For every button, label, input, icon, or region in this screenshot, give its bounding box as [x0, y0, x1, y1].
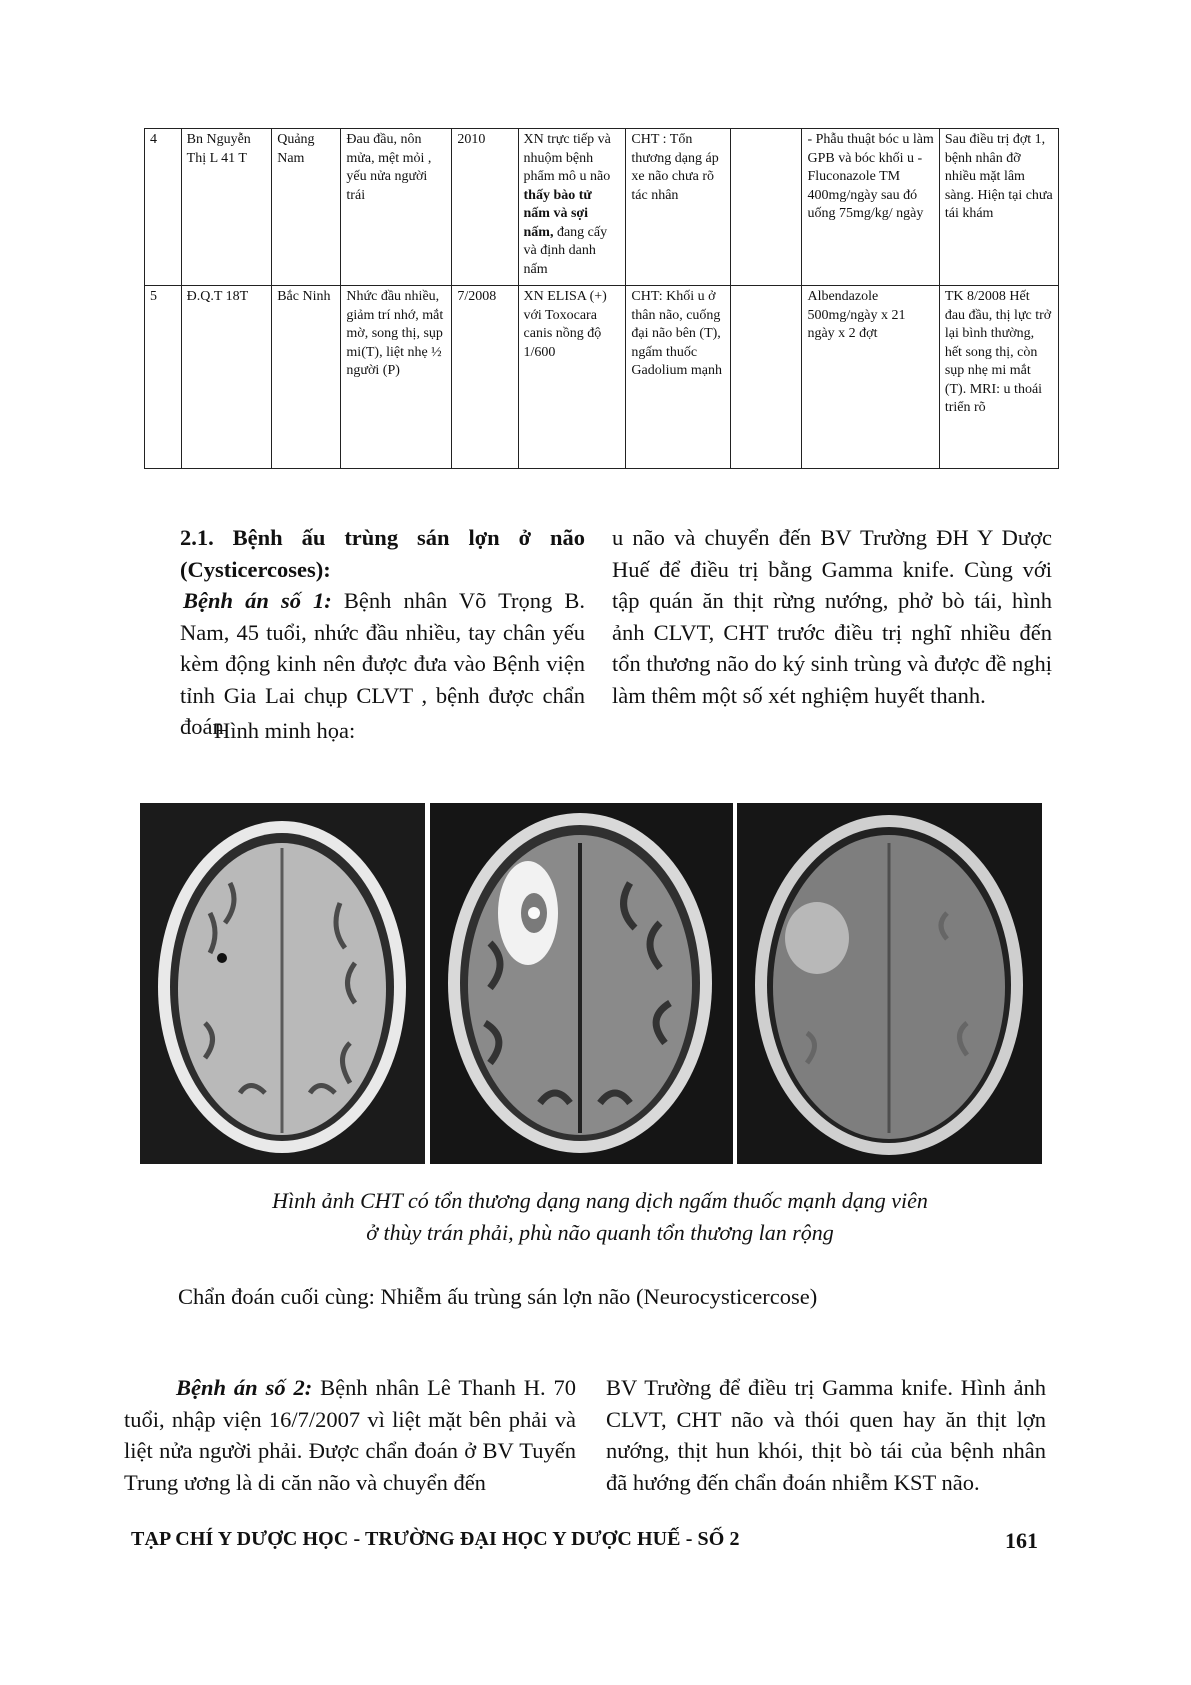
- case1-text: Bệnh nhân Võ Trọng B. Nam, 45 tuổi, nhức đầu nhiều, tay chân yếu kèm động kinh nên được đưa vào Bệnh viện tỉnh Gia Lai chụp CLVT , bệnh được chẩn đoán: [180, 588, 585, 739]
- case2-right-column: [606, 1372, 1046, 1498]
- cell-symptoms: Đau đầu, nôn mửa, mệt mỏi , yếu nửa người trái: [341, 129, 452, 286]
- cell-outcome: TK 8/2008 Hết đau đầu, thị lực trở lại bình thường, hết song thị, còn sụp nhẹ mi mắt (T). MRI: u thoái triển rõ: [939, 286, 1058, 469]
- case1-left-column: [180, 522, 585, 743]
- cell-treatment: - Phẫu thuật bóc u làm GPB và bóc khối u - Fluconazole TM 400mg/ngày sau đó uống 75mg/kg/ ngày: [802, 129, 939, 286]
- test-text: XN trực tiếp và nhuộm bệnh phẩm mô u não: [523, 132, 611, 184]
- case1-continuation: u não và chuyển đến BV Trường ĐH Y Dược Huế để điều trị bằng Gamma knife. Cùng với tập quán ăn thịt rừng nướng, phở bò tái, hình ảnh CLVT, CHT trước điều trị nghĩ nhiều đến tổn thương não do ký sinh trùng và được đề nghị làm thêm một số xét nghiệm huyết thanh.: [612, 525, 1052, 708]
- case1-right-column: [612, 522, 1052, 711]
- cell-symptoms: Nhức đầu nhiều, giảm trí nhớ, mắt mờ, song thị, sụp mi(T), liệt nhẹ ½ người (P): [341, 286, 452, 469]
- cell-province: Bắc Ninh: [272, 286, 341, 469]
- case1-label: Bệnh án số 1:: [183, 588, 332, 613]
- cell-imaging: CHT : Tổn thương dạng áp xe não chưa rõ tác nhân: [626, 129, 731, 286]
- test-text-bold: thấy bào tử nấm và sợi nấm,: [523, 187, 592, 240]
- illustration-label: Hình minh họa:: [214, 718, 356, 743]
- cell-outcome: Sau điều trị đợt 1, bệnh nhân đỡ nhiều mặt lâm sàng. Hiện tại chưa tái khám: [939, 129, 1058, 286]
- mri-t1-contrast-image: [430, 803, 733, 1164]
- journal-footer: TẠP CHÍ Y DƯỢC HỌC - TRƯỜNG ĐẠI HỌC Y DƯỢC HUẾ - SỐ 2: [131, 1528, 740, 1550]
- cell-date: 2010: [452, 129, 518, 286]
- mri-flair-image: [737, 803, 1042, 1164]
- table-row: [145, 129, 1059, 286]
- test-text: XN ELISA (+) với Toxocara canis nồng độ 1/600: [523, 289, 607, 360]
- case2-continuation: BV Trường để điều trị Gamma knife. Hình ảnh CLVT, CHT não và thói quen hay ăn thịt lợn nướng, thịt hun khói, thịt bò tái của bệnh nhân đã hướng đến chẩn đoán nhiễm KST não.: [606, 1375, 1046, 1495]
- cell-imaging: CHT: Khối u ở thân não, cuống đại não bên (T), ngấm thuốc Gadolium mạnh: [626, 286, 731, 469]
- cell-patient: Bn Nguyễn Thị L 41 T: [181, 129, 272, 286]
- cell-no: 4: [145, 129, 182, 286]
- cell-test: [518, 129, 626, 286]
- case2-left-column: [124, 1372, 576, 1498]
- cell-extra: [731, 129, 802, 286]
- case2-text: Bệnh nhân Lê Thanh H. 70 tuổi, nhập viện 16/7/2007 vì liệt mặt bên phải và liệt nửa người phải. Được chẩn đoán ở BV Tuyến Trung ương là di căn não và chuyển đến: [124, 1375, 576, 1495]
- case2-paragraph: [124, 1372, 576, 1498]
- cell-treatment: Albendazole 500mg/ngày x 21 ngày x 2 đợt: [802, 286, 939, 469]
- final-diagnosis: Chẩn đoán cuối cùng: Nhiễm ấu trùng sán lợn não (Neurocysticercose): [178, 1284, 818, 1309]
- figure-caption-line2: ở thùy trán phải, phù não quanh tổn thương lan rộng: [366, 1220, 834, 1245]
- cell-date: 7/2008: [452, 286, 518, 469]
- cell-province: Quảng Nam: [272, 129, 341, 286]
- case2-label: Bệnh án số 2:: [176, 1375, 313, 1400]
- cell-extra: [731, 286, 802, 469]
- page-number: 161: [1005, 1528, 1038, 1553]
- cell-test: [518, 286, 626, 469]
- cell-no: 5: [145, 286, 182, 469]
- figure-caption-line1: Hình ảnh CHT có tổn thương dạng nang dịch ngấm thuốc mạnh dạng viên: [272, 1188, 928, 1213]
- table-row: [145, 286, 1059, 469]
- case-table: [144, 128, 1059, 469]
- cell-patient: Đ.Q.T 18T: [181, 286, 272, 469]
- ct-scan-image: [140, 803, 425, 1164]
- test-text-end: đang cấy và định danh nấm: [523, 224, 608, 277]
- section-heading: 2.1. Bệnh ấu trùng sán lợn ở não (Cysticercoses):: [180, 525, 585, 582]
